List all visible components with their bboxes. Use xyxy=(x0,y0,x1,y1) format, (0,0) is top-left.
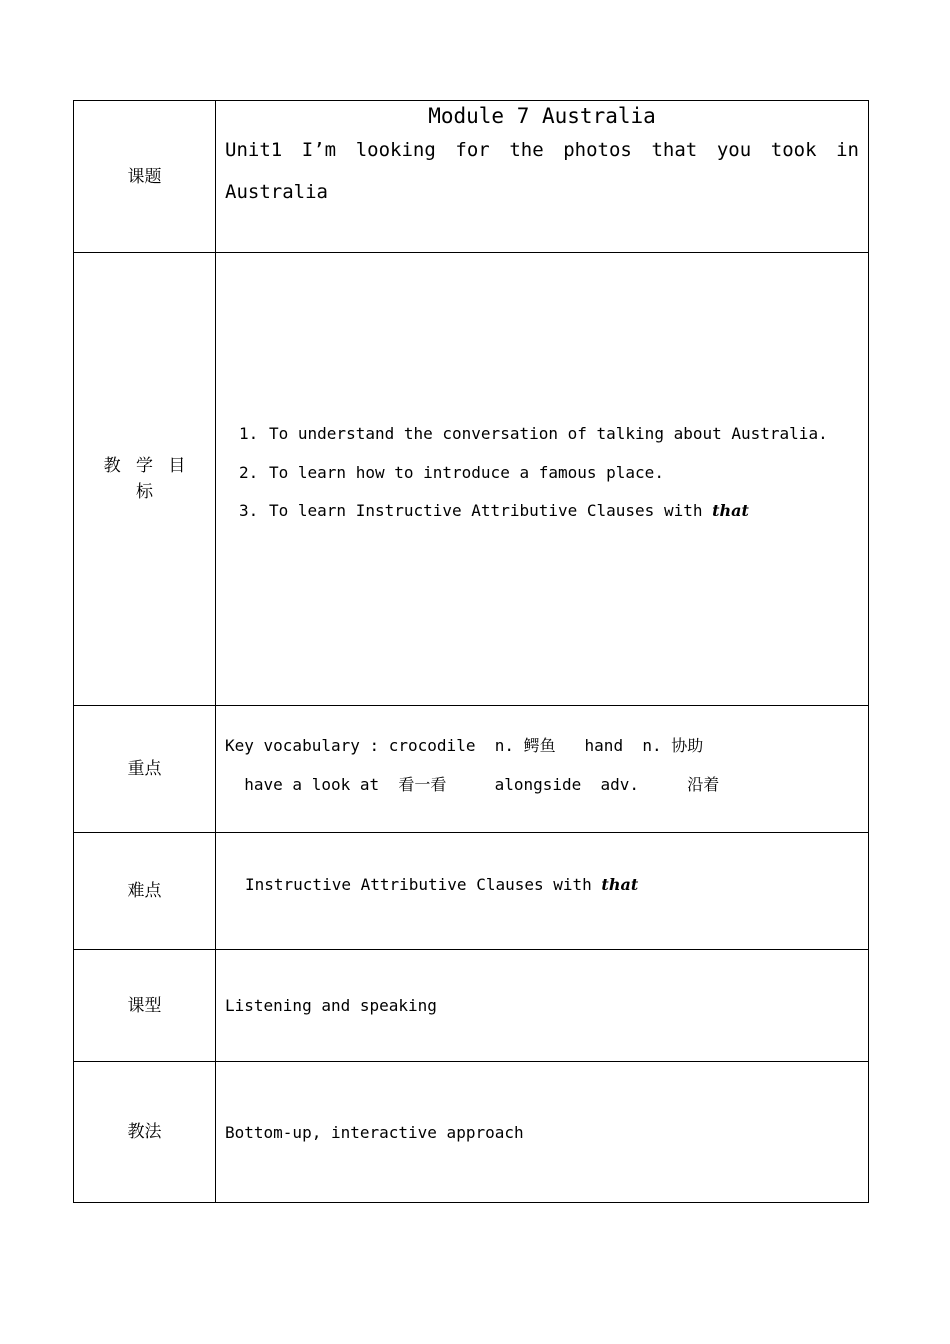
vocab-cn: 沿着 xyxy=(687,775,720,794)
difficulty-content xyxy=(216,833,869,950)
objectives-list xyxy=(225,415,859,531)
unit-title-line2: Australia xyxy=(225,181,328,203)
label-method: 教法 xyxy=(74,1062,216,1203)
key-points-content xyxy=(216,706,869,833)
vocab-text: Key vocabulary : crocodile n. xyxy=(225,736,524,755)
row-method xyxy=(74,1062,869,1203)
lesson-plan-table xyxy=(73,100,869,1203)
vocab-line2 xyxy=(225,765,859,804)
topic-content xyxy=(216,101,869,253)
vocab-cn: 协助 xyxy=(671,736,704,755)
difficulty-main: Instructive Attributive Clauses with xyxy=(245,874,592,894)
label-objectives-line2: 标 xyxy=(136,482,153,502)
vocab-cn: 鳄鱼 xyxy=(523,736,556,755)
label-key-points: 重点 xyxy=(74,706,216,833)
list-item xyxy=(239,454,859,493)
row-difficulty xyxy=(74,833,869,950)
list-item xyxy=(239,415,859,454)
method-text: Bottom-up, interactive approach xyxy=(225,1122,524,1142)
label-objectives xyxy=(74,253,216,706)
list-item xyxy=(239,492,859,531)
unit-title-line1: Unit1 I’m looking for the photos that you took in xyxy=(225,139,859,161)
lesson-type-text: Listening and speaking xyxy=(225,996,437,1015)
method-content xyxy=(216,1062,869,1203)
lesson-type-content xyxy=(216,950,869,1062)
objectives-content xyxy=(216,253,869,706)
label-objectives-line1: 教 学 目 xyxy=(103,456,186,476)
item-text: To understand the conversation of talking about Australia. xyxy=(269,424,828,444)
emphasis-that: that xyxy=(601,874,639,894)
item-number: 1. xyxy=(239,424,259,444)
row-objectives xyxy=(74,253,869,706)
vocab-cn: 看一看 xyxy=(398,775,447,794)
vocab-text: hand n. xyxy=(555,736,672,755)
label-lesson-type: 课型 xyxy=(74,950,216,1062)
item-number: 3. xyxy=(239,501,259,521)
row-key-points xyxy=(74,706,869,833)
difficulty-text xyxy=(225,865,859,904)
label-difficulty: 难点 xyxy=(74,833,216,950)
row-lesson-type xyxy=(74,950,869,1062)
row-topic xyxy=(74,101,869,253)
item-number: 2. xyxy=(239,462,259,482)
item-text: To learn how to introduce a famous place. xyxy=(269,462,664,482)
module-title: Module 7 Australia xyxy=(428,104,656,128)
label-topic: 课题 xyxy=(74,101,216,253)
vocab-line1 xyxy=(225,726,859,765)
vocab-text: have a look at xyxy=(225,775,399,794)
vocab-text: alongside adv. xyxy=(446,775,688,794)
item-text: To learn Instructive Attributive Clauses with xyxy=(269,501,703,521)
emphasis-that: that xyxy=(712,501,749,521)
